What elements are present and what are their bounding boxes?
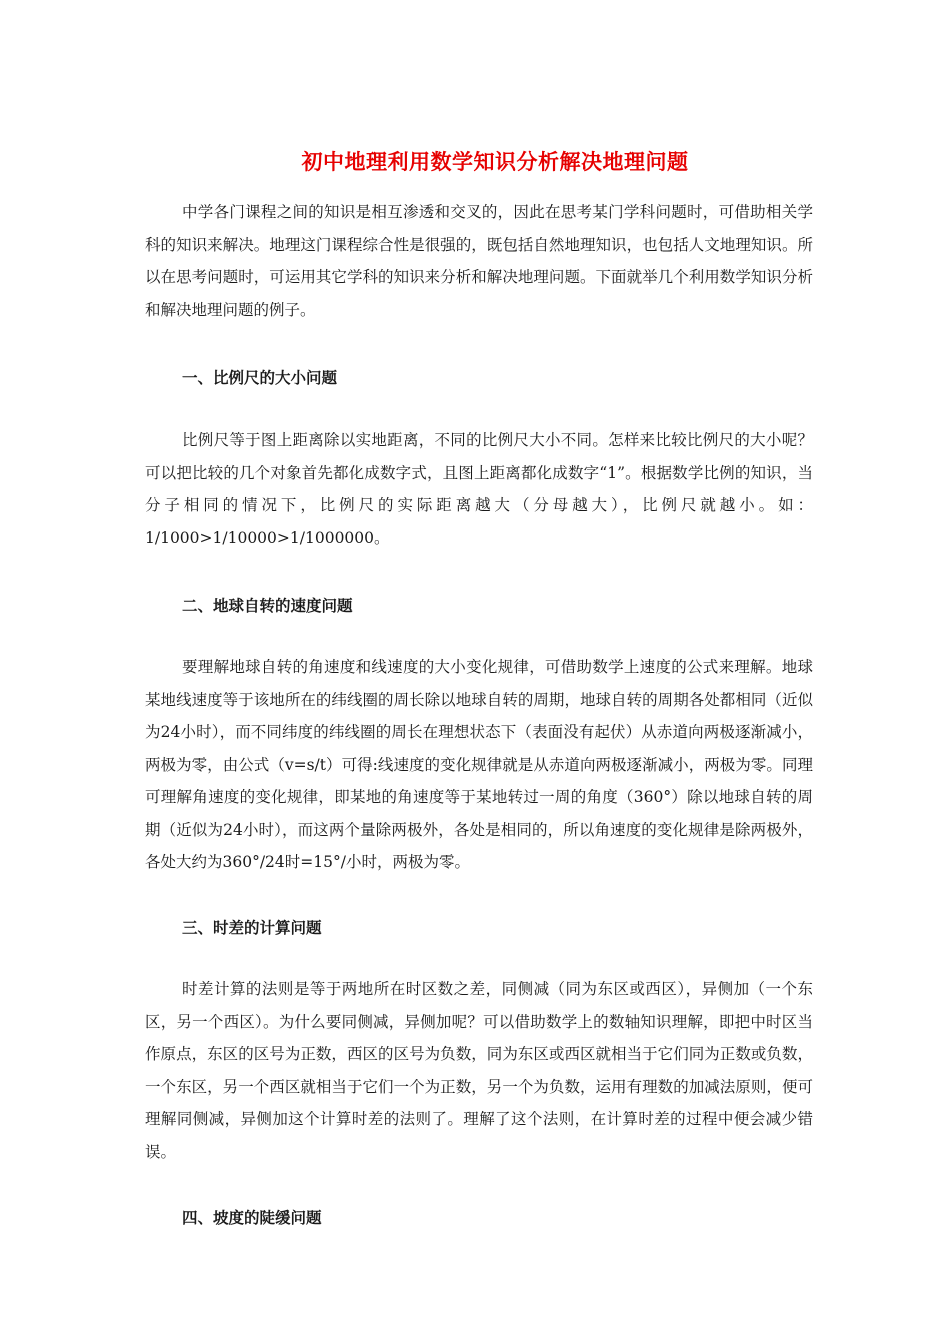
- section-body-scale: 比例尺等于图上距离除以实地距离，不同的比例尺大小不同。怎样来比较比例尺的大小呢？可以把比较的几个对象首先都化成数字式，且图上距离都化成数字“1”。根据数学比例的知识，当分子相同的情况下，比例尺的实际距离越大（分母越大），比例尺就越小。如：1/1000>1/10000>1/1000000。: [145, 431, 813, 547]
- section-heading-time-difference: 三、时差的计算问题: [182, 918, 322, 937]
- section-heading-slope: 四、坡度的陡缓问题: [182, 1208, 322, 1227]
- section-body-rotation: 要理解地球自转的角速度和线速度的大小变化规律，可借助数学上速度的公式来理解。地球某地线速度等于该地所在的纬线圈的周长除以地球自转的周期，地球自转的周期各处都相同（近似为24小时），而不同纬度的纬线圈的周长在理想状态下（表面没有起伏）从赤道向两极逐渐减小，两极为零，由公式（v=s/t）可得:线速度的变化规律就是从赤道向两极逐渐减小，两极为零。同理可理解角速度的变化规律，即某地的角速度等于某地转过一周的角度（360°）除以地球自转的周期（近似为24小时），而这两个量除两极外，各处是相同的，所以角速度的变化规律是除两极外，各处大约为360°/24时=15°/小时，两极为零。: [145, 658, 813, 871]
- section-body-time-difference: 时差计算的法则是等于两地所在时区数之差，同侧减（同为东区或西区），异侧加（一个东区，另一个西区）。为什么要同侧减，异侧加呢？可以借助数学上的数轴知识理解，即把中时区当作原点，东区的区号为正数，西区的区号为负数，同为东区或西区就相当于它们同为正数或负数，一个东区，另一个西区就相当于它们一个为正数，另一个为负数，运用有理数的加减法原则，便可理解同侧减，异侧加这个计算时差的法则了。理解了这个法则，在计算时差的过程中便会减少错误。: [145, 980, 813, 1161]
- section-heading-rotation: 二、地球自转的速度问题: [182, 596, 353, 615]
- document-title: 初中地理利用数学知识分析解决地理问题: [301, 149, 689, 175]
- intro-paragraph: 中学各门课程之间的知识是相互渗透和交叉的，因此在思考某门学科问题时，可借助相关学科的知识来解决。地理这门课程综合性是很强的，既包括自然地理知识，也包括人文地理知识。所以在思考问题时，可运用其它学科的知识来分析和解决地理问题。下面就举几个利用数学知识分析和解决地理问题的例子。: [145, 203, 813, 319]
- section-heading-scale: 一、比例尺的大小问题: [182, 368, 338, 387]
